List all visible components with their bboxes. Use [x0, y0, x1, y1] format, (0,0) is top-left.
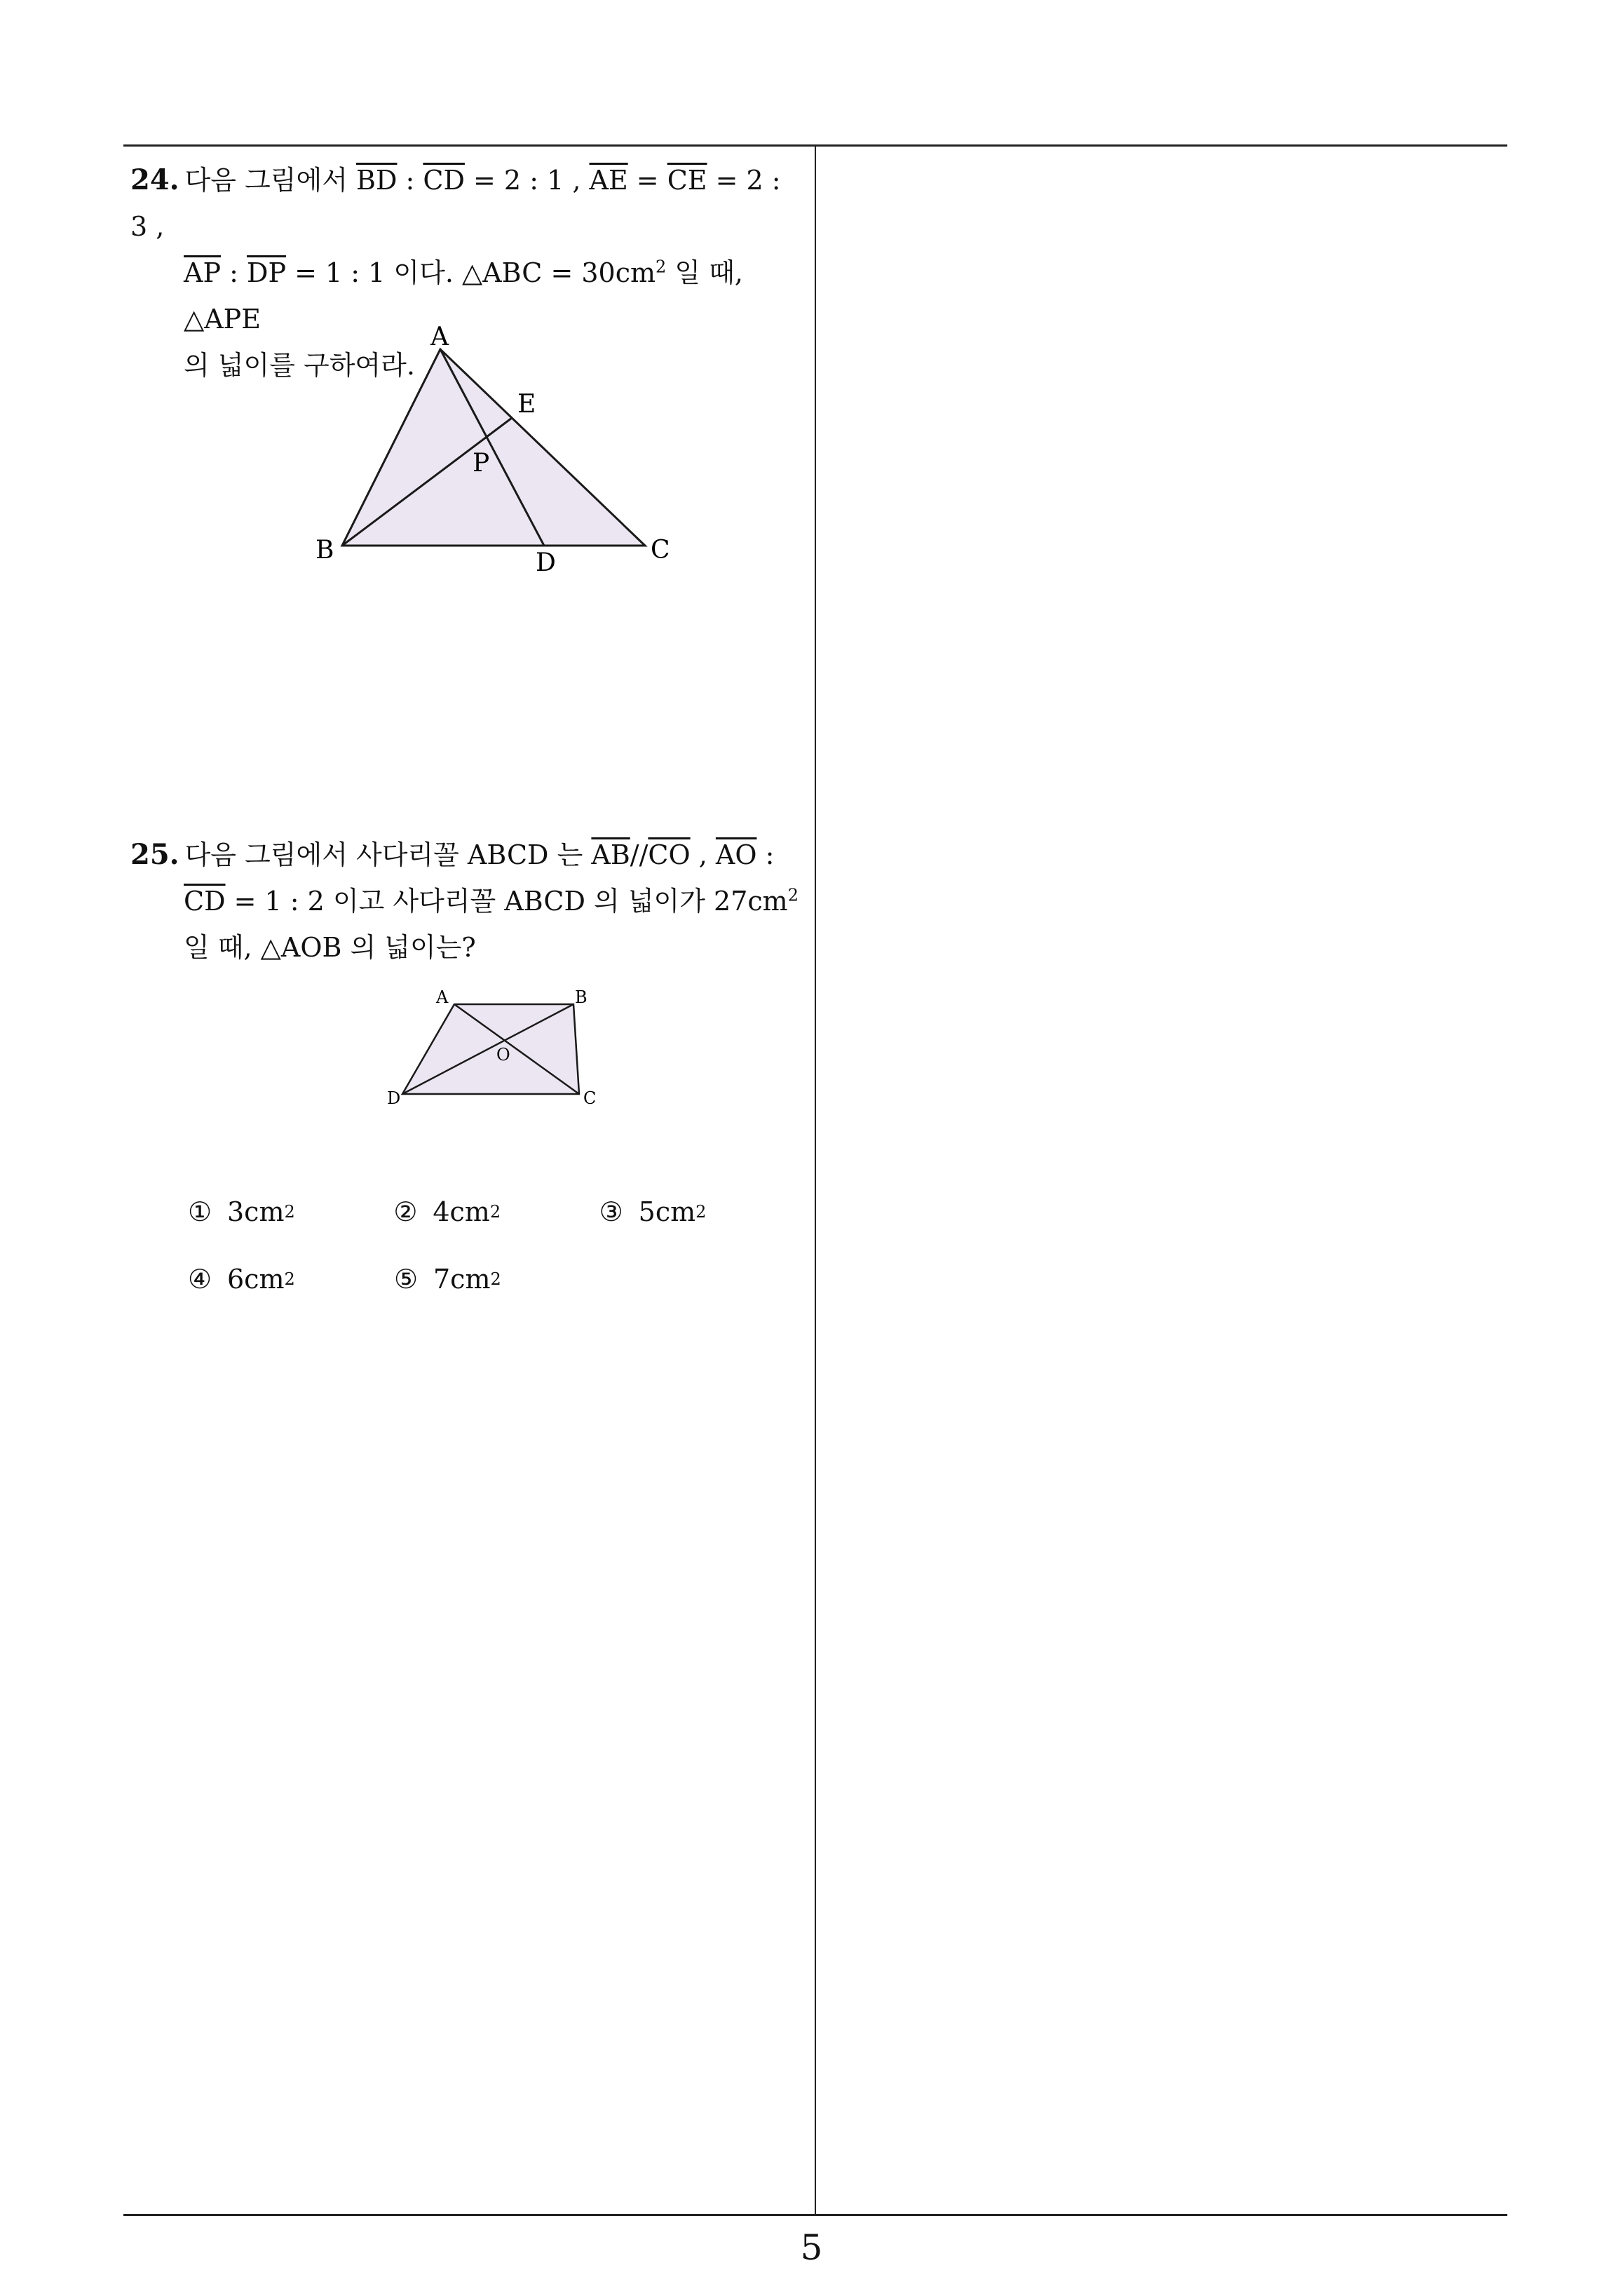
label-d: D	[387, 1088, 401, 1108]
exponent: 2	[787, 885, 799, 905]
segment-ae: $\overline{AE}$	[589, 165, 628, 196]
text: = 2 : 1 ,	[464, 165, 590, 196]
label-a: A	[430, 323, 449, 351]
text: 다음 그림에서	[184, 165, 357, 196]
text: :	[221, 257, 247, 288]
page-number: 5	[800, 2227, 823, 2268]
text: :	[756, 839, 775, 870]
text: = 1 : 2 이고 사다리꼴 ABCD 의 넓이가 27cm	[225, 886, 788, 917]
choice-row	[188, 1178, 805, 1245]
choice-1[interactable]: ① 3cm 2	[188, 1196, 295, 1227]
choice-mark: ②	[393, 1196, 418, 1227]
text: 일 때, △APE	[184, 257, 743, 335]
text: :	[397, 165, 423, 196]
label-a: A	[436, 987, 449, 1007]
label-b: B	[315, 536, 334, 565]
bottom-rule	[123, 2214, 1507, 2216]
choice-value: 7cm	[433, 1264, 491, 1295]
choice-2[interactable]: ② 4cm 2	[393, 1196, 501, 1227]
choice-value: 6cm	[227, 1264, 285, 1295]
label-d: D	[536, 548, 556, 577]
choice-value: 4cm	[433, 1196, 490, 1227]
segment-dp: $\overline{DP}$	[246, 257, 287, 288]
choice-value: 3cm	[227, 1196, 285, 1227]
label-o: O	[496, 1045, 510, 1065]
exponent: 2	[656, 257, 667, 277]
choice-mark: ③	[599, 1196, 623, 1227]
segment-bd: $\overline{BD}$	[356, 165, 398, 196]
segment-ce: $\overline{CE}$	[667, 165, 707, 196]
text: = 1 : 1 이다. △ABC = 30cm	[286, 257, 656, 288]
choice-4[interactable]: ④ 6cm 2	[188, 1264, 295, 1295]
text: =	[627, 165, 667, 196]
choice-mark: ①	[188, 1196, 212, 1227]
text: 의 넓이를 구하여라.	[184, 350, 415, 381]
text: 일 때, △AOB 의 넓이는?	[184, 932, 476, 963]
segment-co: $\overline{CO}$	[648, 839, 691, 870]
problem-24-line-1	[130, 157, 803, 250]
label-c: C	[651, 536, 670, 565]
segment-cd: $\overline{CD}$	[184, 886, 226, 917]
problem-25-line-3	[130, 924, 803, 971]
segment-cd: $\overline{CD}$	[423, 165, 465, 196]
choice-5[interactable]: ⑤ 7cm 2	[394, 1264, 501, 1295]
problem-25	[130, 832, 803, 971]
problem-25-number: 25.	[130, 838, 179, 871]
choice-value: 5cm	[638, 1196, 696, 1227]
text: //	[630, 839, 648, 870]
text: = 2 : 3 ,	[130, 165, 781, 242]
segment-ab: $\overline{AB}$	[591, 839, 630, 870]
text: ,	[690, 839, 716, 870]
choice-row	[188, 1245, 805, 1313]
triangle-abc	[342, 349, 645, 546]
problem-25-line-2	[130, 878, 803, 924]
trapezoid-figure	[386, 987, 610, 1114]
segment-ap: $\overline{AP}$	[184, 257, 222, 288]
choice-mark: ⑤	[394, 1264, 419, 1295]
label-c: C	[583, 1088, 597, 1108]
problem-25-line-1	[130, 832, 803, 878]
text: 다음 그림에서 사다리꼴 ABCD 는	[184, 839, 592, 870]
column-divider	[815, 144, 816, 2216]
label-e: E	[517, 390, 536, 419]
answer-choices	[188, 1178, 805, 1313]
choice-3[interactable]: ③ 5cm 2	[599, 1196, 707, 1227]
problem-24-number: 24.	[130, 163, 179, 196]
label-b: B	[575, 987, 588, 1007]
choice-mark: ④	[188, 1264, 212, 1295]
label-p: P	[473, 449, 490, 478]
triangle-figure	[308, 316, 687, 582]
segment-ao: $\overline{AO}$	[715, 839, 757, 870]
